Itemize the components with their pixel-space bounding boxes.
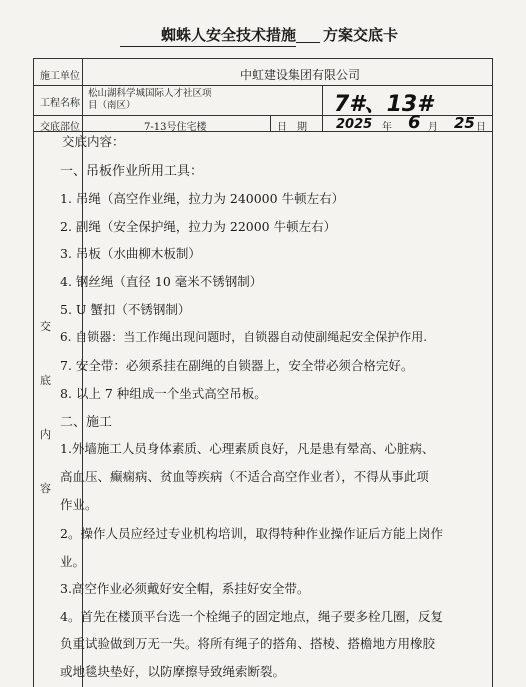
tool-item: 6. 自锁器：当工作绳出现问题时，自锁器自动使副绳起安全保护作用. bbox=[60, 330, 428, 344]
dept-value: 7-13号住宅楼 bbox=[144, 122, 207, 133]
tool-item: 5. U 蟹扣（不锈钢制） bbox=[60, 302, 191, 317]
tool-item: 7. 安全带：必须系挂在副绳的自锁器上，安全带必须合格完好。 bbox=[60, 358, 414, 373]
tool-item: 3. 吊板（水曲柳木板制） bbox=[60, 246, 201, 261]
unit-value: 中虹建设集团有限公司 bbox=[240, 68, 361, 82]
project-value-line1: 松山湖科学城国际人才社区项 bbox=[88, 88, 212, 99]
construction-item-line: 1.外墙施工人员身体素质、心理素质良好，凡是患有晕高、心脏病、 bbox=[60, 441, 435, 456]
title-project-name: 蜘蛛人安全技术措施 bbox=[120, 24, 296, 47]
handwritten-building-numbers: 7#、13# bbox=[334, 92, 433, 117]
handwritten-month: 6 bbox=[408, 112, 421, 133]
date-label: 日 期 bbox=[277, 122, 307, 133]
month-label: 月 bbox=[428, 122, 438, 133]
construction-item-line: 2。操作人员应经过专业机构培训，取得特种作业操作证后方能上岗作 bbox=[60, 526, 443, 541]
project-label: 工程名称 bbox=[40, 98, 80, 109]
dept-label: 交底部位 bbox=[40, 122, 80, 133]
row-divider bbox=[34, 85, 492, 86]
content-intro: 交底内容： bbox=[62, 134, 125, 149]
project-value-line2: 目（南区） bbox=[88, 100, 136, 111]
construction-item-line: 业。 bbox=[60, 554, 86, 569]
construction-item-line: 负重试验做到万无一失。将所有绳子的搭角、搭棱、搭檐地方用橡胶 bbox=[60, 636, 436, 651]
tool-item: 1. 吊绳（高空作业绳，拉力为 240000 牛顿左右） bbox=[60, 191, 345, 206]
side-label-char: 底 bbox=[40, 374, 51, 387]
title-underline bbox=[296, 24, 320, 43]
unit-label: 施工单位 bbox=[40, 71, 80, 82]
construction-item-line: 高血压、癫痫病、贫血等疾病（不适合高空作业者），不得从事此项 bbox=[60, 469, 429, 484]
section-1-heading: 一、吊板作业所用工具： bbox=[60, 164, 204, 179]
construction-item-line: 作业。 bbox=[60, 497, 98, 512]
day-label: 日 bbox=[476, 122, 486, 133]
side-label-char: 交 bbox=[40, 320, 51, 333]
side-label-char: 内 bbox=[40, 428, 51, 441]
construction-item-line: 或地毯块垫好，以防摩擦导致绳索断裂。 bbox=[60, 664, 286, 679]
tool-item: 4. 钢丝绳（直径 10 毫米不锈钢制） bbox=[60, 274, 263, 289]
construction-item-line: 3.高空作业必须戴好安全帽，系挂好安全带。 bbox=[60, 581, 310, 596]
handwritten-day: 25 bbox=[454, 114, 475, 132]
handwritten-year: 2025 bbox=[336, 117, 373, 132]
title-suffix: 方案交底卡 bbox=[323, 26, 399, 44]
side-label-char: 容 bbox=[40, 482, 51, 495]
construction-item-line: 4。首先在楼顶平台选一个栓绳子的固定地点，绳子要多栓几圈，反复 bbox=[60, 609, 443, 624]
year-label: 年 bbox=[382, 122, 392, 133]
document-title bbox=[120, 24, 440, 46]
section-2-heading: 二、施工 bbox=[60, 415, 113, 430]
tool-item: 2. 副绳（安全保护绳，拉力为 22000 牛顿左右） bbox=[60, 219, 337, 234]
tool-item: 8. 以上 7 种组成一个坐式高空吊板。 bbox=[60, 386, 267, 401]
column-divider bbox=[270, 115, 271, 131]
column-divider bbox=[322, 85, 323, 131]
